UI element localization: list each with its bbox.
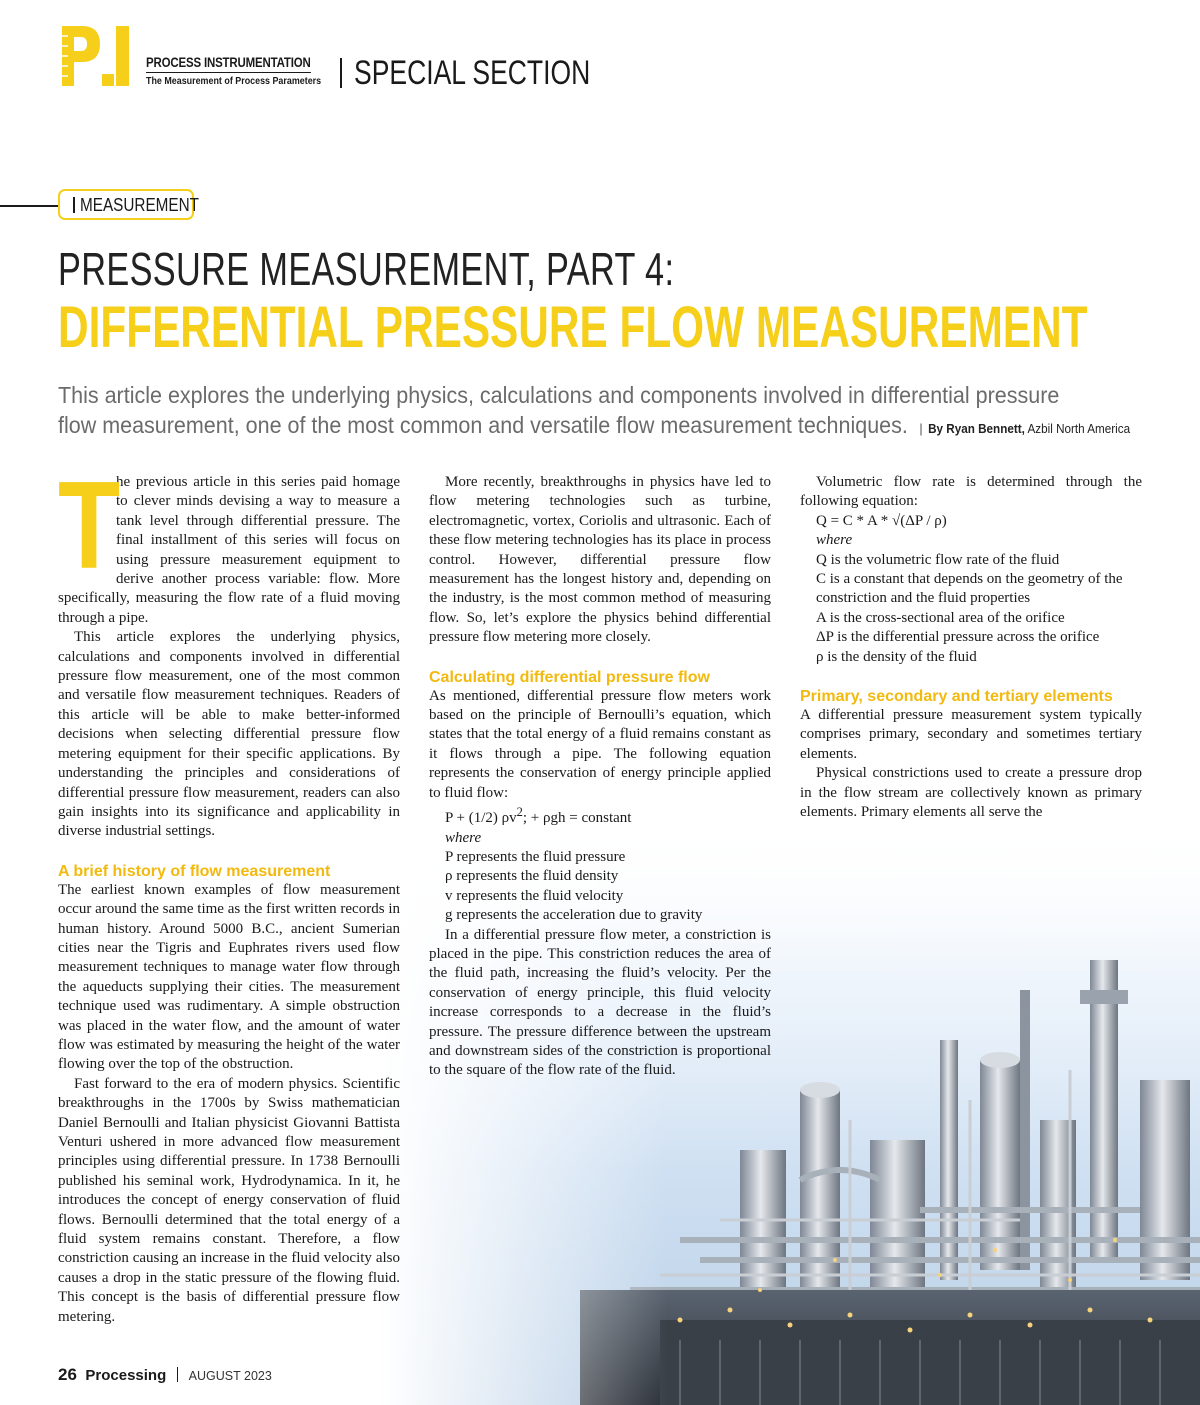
where-text: where <box>445 829 482 846</box>
deck-line-2-text: flow measurement, one of the most common and versatile flow measurement techniques. <box>58 412 908 438</box>
definition-p: P represents the fluid pressure <box>445 848 626 865</box>
article-column-1 <box>58 457 400 1327</box>
paragraph-intro: he previous article in this series paid homage to clever minds devising a way to measure a tank level through differential pressure. The final installment of this series will focus on using pressure measurement equipment to derive another process variable: flow. More specifically, measuring the flow rate of a fluid moving through a pipe. <box>58 474 400 626</box>
issue-date: AUGUST 2023 <box>188 1369 272 1383</box>
paragraph-constriction: In a differential pressure flow meter, a constriction is placed in the pipe. This constriction reduces the area of the fluid path, increasing the fluid’s velocity. Per the conservation of energy principle, this fluid velocity increase corresponds to a decrease in the fluid’s pressure. The pressure difference between the upstream and downstream sides of the constriction is proportional to the square of the flow rate of the fluid. <box>429 926 771 1079</box>
page-number: 26 <box>58 1365 77 1384</box>
category-tag-bar <box>73 197 75 213</box>
subhead-calculating: Calculating differential pressure flow <box>429 668 710 686</box>
drop-cap: T <box>58 457 121 595</box>
pi-logo <box>60 22 136 90</box>
definition-g: g represents the acceleration due to gravity <box>445 907 703 924</box>
page-footer <box>58 1366 272 1384</box>
definition-q: Q is the volumetric flow rate of the fluid <box>816 551 1060 568</box>
headline-line-2: DIFFERENTIAL PRESSURE FLOW MEASUREMENT <box>58 295 1088 360</box>
masthead-subtitle: The Measurement of Process Parameters <box>146 74 322 87</box>
paragraph-history: The earliest known examples of flow measurement occur around the same time as the first written records in human history. Around 5000 B.C., ancient Sumerian cities near the Tigris and Euphrates rivers used flow measurement techniques to manage water flow through the aqueducts supplying their cities. The measurement technique used was rudimentary. A simple obstruction was placed in the water flow, and the amount of water flow was estimated by measuring the height of the water flowing over the top of the obstruction. <box>58 881 400 1073</box>
article-column-2 <box>429 473 771 1081</box>
definition-c: C is a constant that depends on the geometry of the constriction and the fluid properties <box>816 571 1123 607</box>
masthead-divider <box>340 58 342 88</box>
paragraph-primary-elements: Physical constrictions used to create a pressure drop in the flow stream are collectively known as primary elements. Primary elements all serve the <box>800 765 1142 821</box>
subhead-history: A brief history of flow measurement <box>58 862 331 880</box>
article-deck <box>58 380 1138 444</box>
where-text-2: where <box>816 532 853 549</box>
equation-flow-rate: Q = C * A * √(ΔP / ρ) <box>816 512 947 529</box>
byline-separator: | <box>919 422 923 436</box>
equation-part-a: P + (1/2) ρv <box>445 810 517 827</box>
publication-name: Processing <box>85 1367 167 1384</box>
masthead-text <box>146 55 352 86</box>
subhead-elements: Primary, secondary and tertiary elements <box>800 688 1113 706</box>
byline <box>914 422 1130 436</box>
paragraph-modern-physics: Fast forward to the era of modern physics. Scientific breakthroughs in the 1700s by Swiss mathematician Daniel Bernoulli and Italian physicist Giovanni Battista Venturi ushered in more advanced flow measurement principles using differential pressure. In 1738 Bernoulli published his seminal work, Hydrodynamica. In it, he introduces the concept of energy conservation of fluid flows. Bernoulli determined that the total energy of a fluid system remains constant. Therefore, a flow constriction causing an increase in the fluid velocity also causes a drop in the static pressure of the flowing fluid. This concept is the basis of differential pressure flow metering. <box>58 1075 400 1325</box>
masthead-title: PROCESS INSTRUMENTATION <box>146 56 311 73</box>
paragraph-bernoulli: As mentioned, differential pressure flow meters work based on the principle of Bernoulli’s equation, which states that the total energy of a fluid remains constant as it flows through a pipe. The following equation represents the conservation of energy principle applied to fluid flow: <box>429 687 771 801</box>
equation-bernoulli <box>429 803 771 828</box>
paragraph-volumetric: Volumetric flow rate is determined through the following equation: <box>800 474 1142 510</box>
paragraph-recent-tech: More recently, breakthroughs in physics have led to flow metering technologies such as turbine, electromagnetic, vortex, Coriolis and ultrasonic. Each of these flow metering technologies has its place in process control. However, differential pressure flow measurement has the longest history and, depending on the industry, is the most common method of measuring flow. So, let’s explore the physics behind differential pressure flow metering more closely. <box>429 474 771 646</box>
equation-exponent: 2 <box>516 805 523 820</box>
paragraph-overview: This article explores the underlying physics, calculations and components involved in differential pressure flow measurement, one of the most common and versatile flow measurement techniques. Readers of this article will be able to make better-informed decisions when selecting differential pressure flow metering equipment for their specific applications. By understanding the principles and considerations of differential pressure flow measurement, readers can also gain insights into its significance and applicability in diverse industrial settings. <box>58 629 400 840</box>
byline-author: By Ryan Bennett, <box>928 422 1025 436</box>
definition-rho-2: ρ is the density of the fluid <box>816 648 977 665</box>
definition-dp: ΔP is the differential pressure across the orifice <box>816 629 1100 646</box>
definition-rho: ρ represents the fluid density <box>445 868 619 885</box>
category-rule <box>0 205 58 207</box>
article-column-3 <box>800 473 1142 823</box>
definition-v: v represents the fluid velocity <box>445 887 624 904</box>
byline-company: Azbil North America <box>1027 422 1131 436</box>
where-label-2 <box>800 531 1142 550</box>
section-label: SPECIAL SECTION <box>354 54 591 92</box>
deck-line-2 <box>58 410 1131 444</box>
category-label: MEASUREMENT <box>80 195 200 215</box>
deck-line-1: This article explores the underlying physics, calculations and components involved in differential pressure <box>58 382 1060 408</box>
headline-line-1: PRESSURE MEASUREMENT, PART 4: <box>58 243 675 295</box>
paragraph-elements: A differential pressure measurement system typically comprises primary, secondary and sometimes tertiary elements. <box>800 707 1142 762</box>
where-label <box>429 829 771 848</box>
equation-part-b: ; + ρgh = constant <box>522 810 632 827</box>
footer-divider <box>177 1367 179 1382</box>
definition-a: A is the cross-sectional area of the orifice <box>816 609 1065 626</box>
